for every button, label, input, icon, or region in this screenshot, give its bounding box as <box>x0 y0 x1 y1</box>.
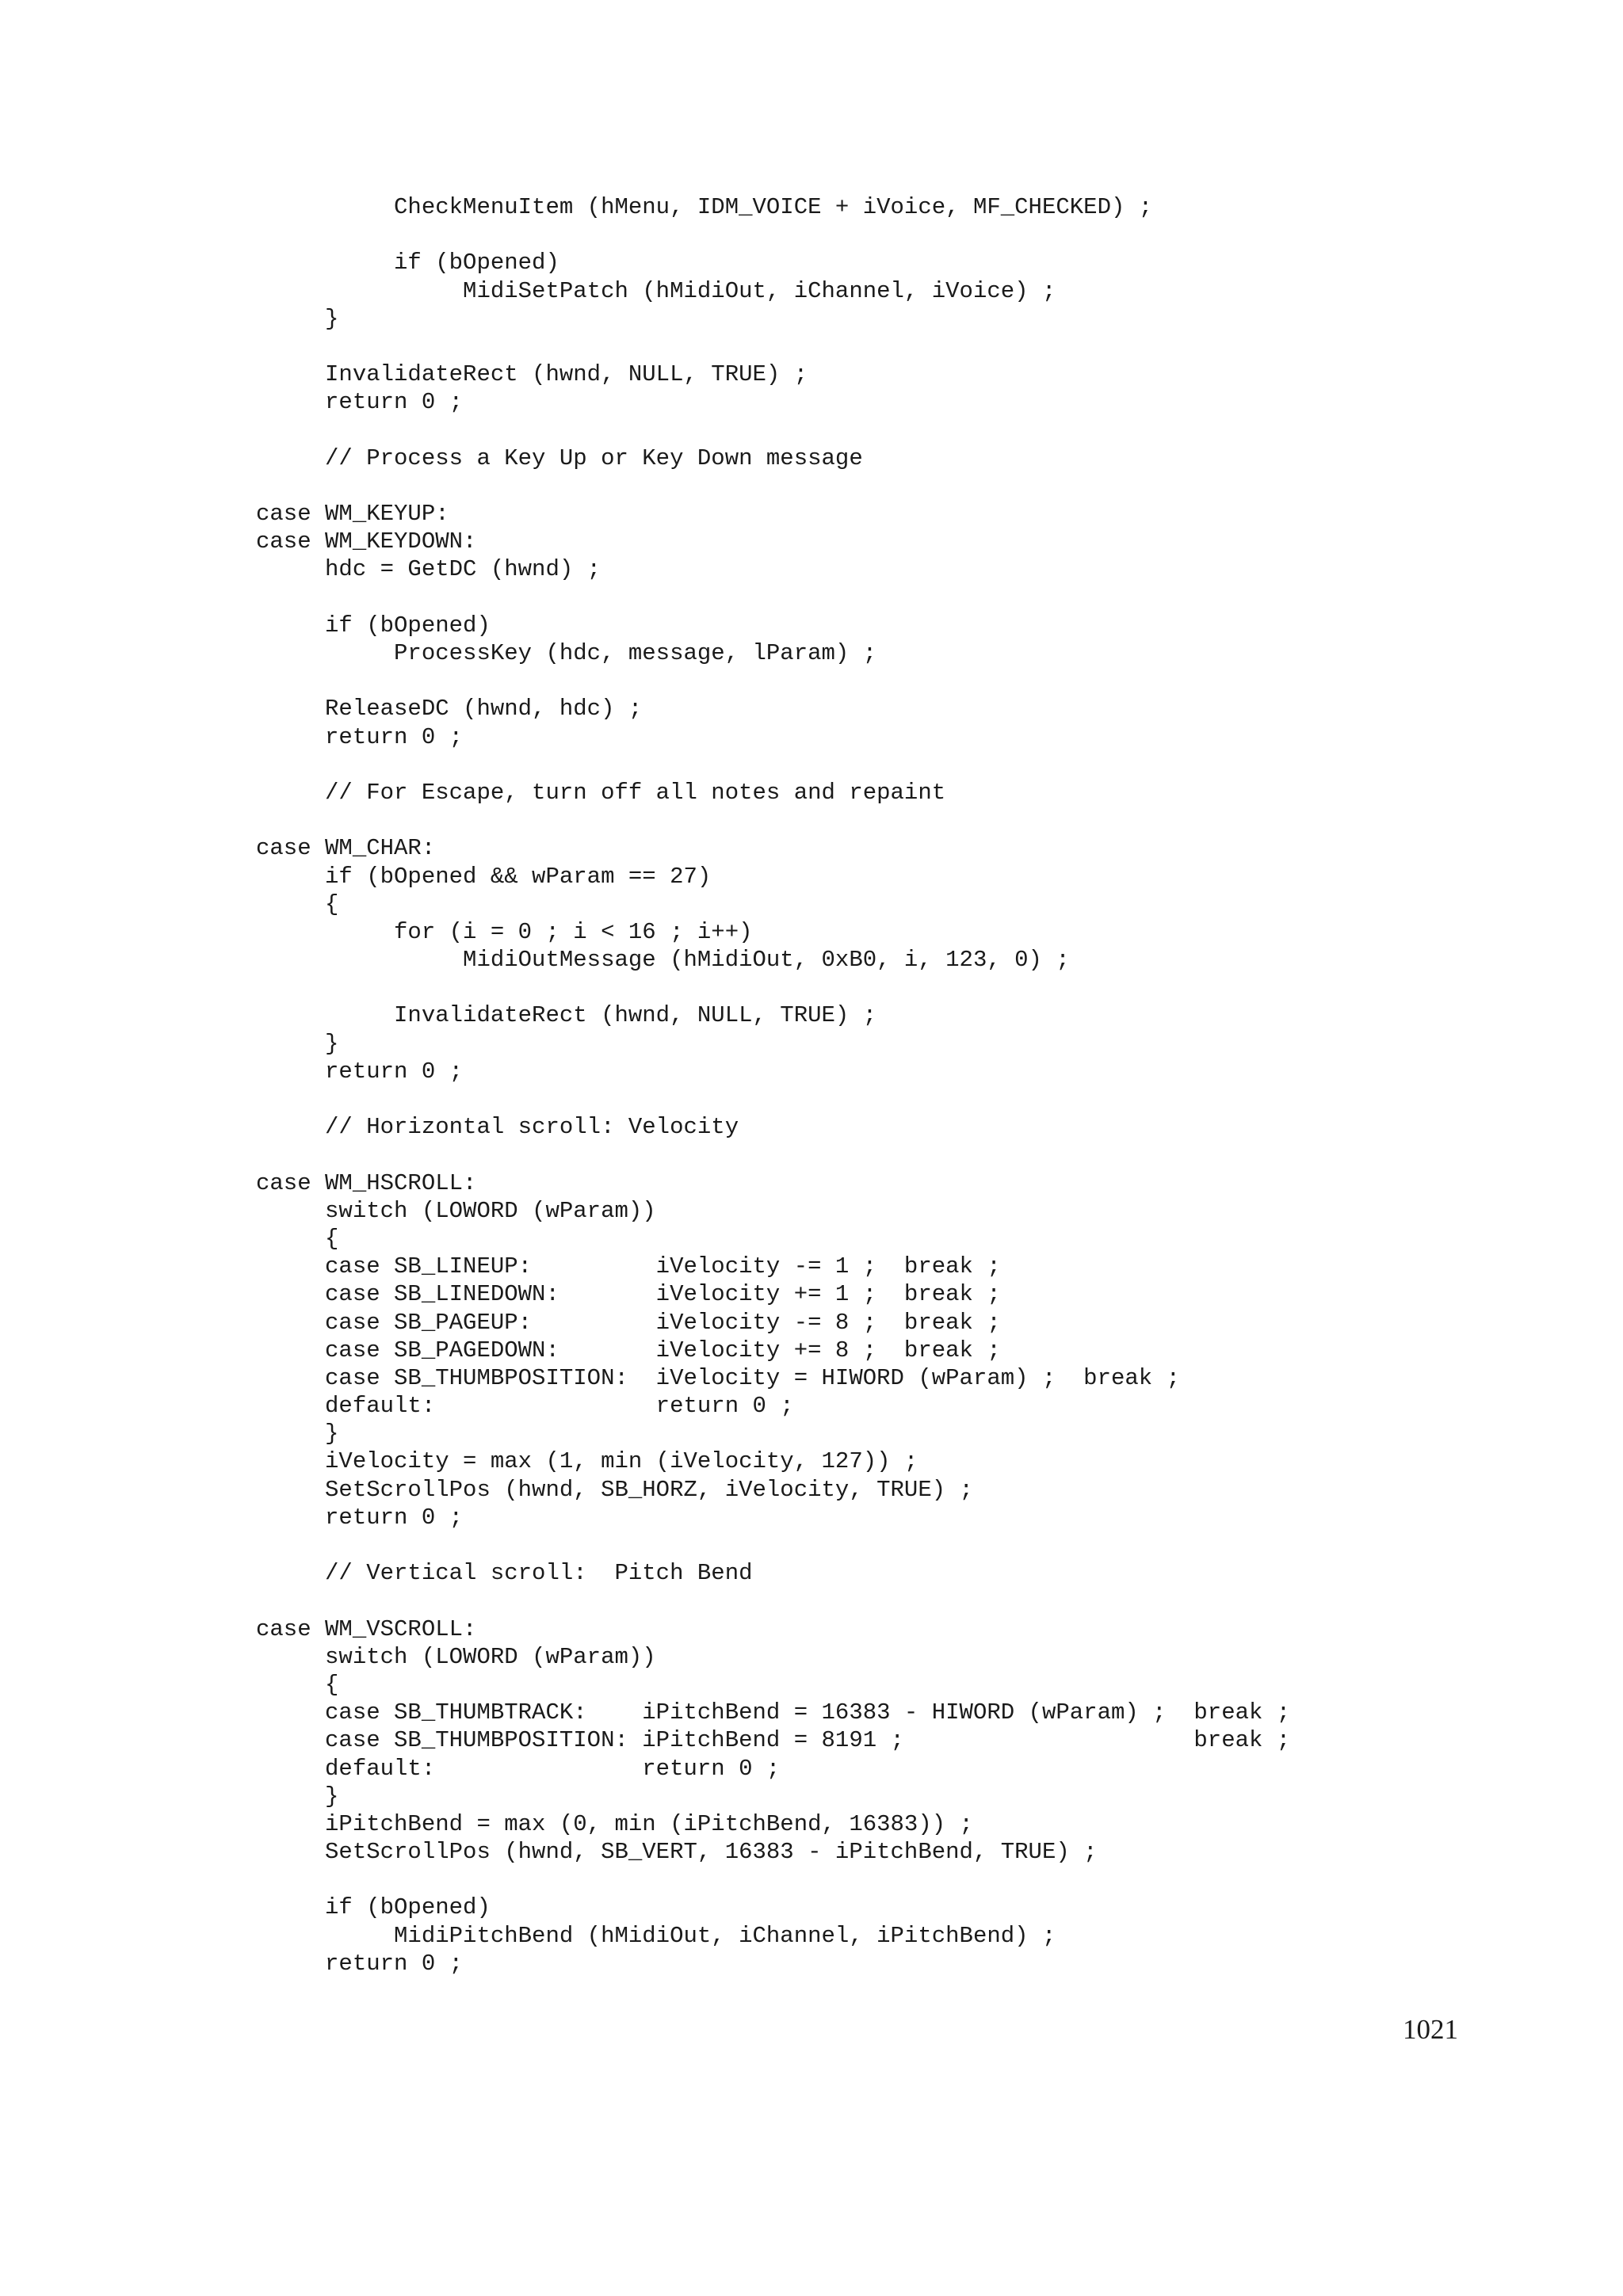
code-line <box>256 584 1290 612</box>
code-line: return 0 ; <box>256 1504 464 1531</box>
code-line: hdc = GetDC (hwnd) ; <box>256 556 601 583</box>
code-line: if (bOpened) <box>256 612 491 639</box>
code-listing <box>256 193 1290 1978</box>
code-line <box>256 1141 1290 1169</box>
code-line <box>256 974 1290 1001</box>
code-line: return 0 ; <box>256 723 464 750</box>
code-line: return 0 ; <box>256 1950 464 1977</box>
code-line <box>256 751 1290 779</box>
code-line: switch (LOWORD (wParam)) <box>256 1197 656 1224</box>
code-line: return 0 ; <box>256 1058 464 1085</box>
code-line: case SB_LINEDOWN: iVelocity += 1 ; break ; <box>256 1281 1001 1308</box>
code-line: case SB_PAGEDOWN: iVelocity += 8 ; break ; <box>256 1337 1001 1363</box>
code-line: } <box>256 305 339 332</box>
code-line: } <box>256 1030 339 1057</box>
code-line: ProcessKey (hdc, message, lParam) ; <box>256 640 877 666</box>
code-line: default: return 0 ; <box>256 1755 781 1782</box>
code-line: InvalidateRect (hwnd, NULL, TRUE) ; <box>256 361 808 388</box>
code-line: case SB_LINEUP: iVelocity -= 1 ; break ; <box>256 1253 1001 1280</box>
code-line: MidiSetPatch (hMidiOut, iChannel, iVoice) ; <box>256 277 1056 304</box>
code-line <box>256 333 1290 360</box>
code-line: case SB_PAGEUP: iVelocity -= 8 ; break ; <box>256 1309 1001 1336</box>
code-line: for (i = 0 ; i < 16 ; i++) <box>256 918 753 945</box>
code-line <box>256 472 1290 500</box>
code-line: case WM_CHAR: <box>256 835 436 862</box>
code-line <box>256 221 1290 249</box>
code-line <box>256 1531 1290 1559</box>
code-line: case SB_THUMBPOSITION: iPitchBend = 8191 ; break ; <box>256 1727 1291 1754</box>
code-line: { <box>256 1225 339 1252</box>
code-line: if (bOpened && wParam == 27) <box>256 863 712 890</box>
code-line: // Horizontal scroll: Velocity <box>256 1114 739 1141</box>
code-line: switch (LOWORD (wParam)) <box>256 1643 656 1670</box>
code-line: SetScrollPos (hwnd, SB_VERT, 16383 - iPitchBend, TRUE) ; <box>256 1839 1098 1866</box>
code-line: default: return 0 ; <box>256 1393 794 1420</box>
code-line <box>256 1587 1290 1615</box>
code-line: case WM_KEYUP: <box>256 501 449 528</box>
code-line: iVelocity = max (1, min (iVelocity, 127)) ; <box>256 1448 918 1475</box>
code-line: case WM_VSCROLL: <box>256 1615 477 1642</box>
code-line: CheckMenuItem (hMenu, IDM_VOICE + iVoice, MF_CHECKED) ; <box>256 194 1153 220</box>
code-line <box>256 1085 1290 1113</box>
code-line: } <box>256 1783 339 1810</box>
code-line: { <box>256 891 339 917</box>
code-line: // Vertical scroll: Pitch Bend <box>256 1560 753 1587</box>
code-line: SetScrollPos (hwnd, SB_HORZ, iVelocity, TRUE) ; <box>256 1476 973 1503</box>
code-line <box>256 417 1290 444</box>
code-line: case WM_KEYDOWN: <box>256 528 477 555</box>
code-line: if (bOpened) <box>256 1894 491 1921</box>
code-line: ReleaseDC (hwnd, hdc) ; <box>256 696 643 723</box>
code-line: case SB_THUMBTRACK: iPitchBend = 16383 - HIWORD (wParam) ; break ; <box>256 1699 1291 1726</box>
code-line: } <box>256 1421 339 1447</box>
code-line: iPitchBend = max (0, min (iPitchBend, 16383)) ; <box>256 1810 973 1837</box>
code-line <box>256 807 1290 834</box>
code-line: if (bOpened) <box>256 250 559 277</box>
code-line: // Process a Key Up or Key Down message <box>256 444 863 471</box>
code-line: MidiPitchBend (hMidiOut, iChannel, iPitchBend) ; <box>256 1922 1056 1949</box>
code-line: InvalidateRect (hwnd, NULL, TRUE) ; <box>256 1002 877 1029</box>
code-line: // For Escape, turn off all notes and repaint <box>256 779 946 806</box>
code-line <box>256 1866 1290 1894</box>
code-line: MidiOutMessage (hMidiOut, 0xB0, i, 123, 0) ; <box>256 947 1070 974</box>
code-line: case WM_HSCROLL: <box>256 1169 477 1196</box>
code-line: case SB_THUMBPOSITION: iVelocity = HIWORD (wParam) ; break ; <box>256 1364 1180 1391</box>
page-number: 1021 <box>1403 2014 1458 2045</box>
code-line: { <box>256 1671 339 1698</box>
code-line: return 0 ; <box>256 389 464 416</box>
code-line <box>256 667 1290 695</box>
